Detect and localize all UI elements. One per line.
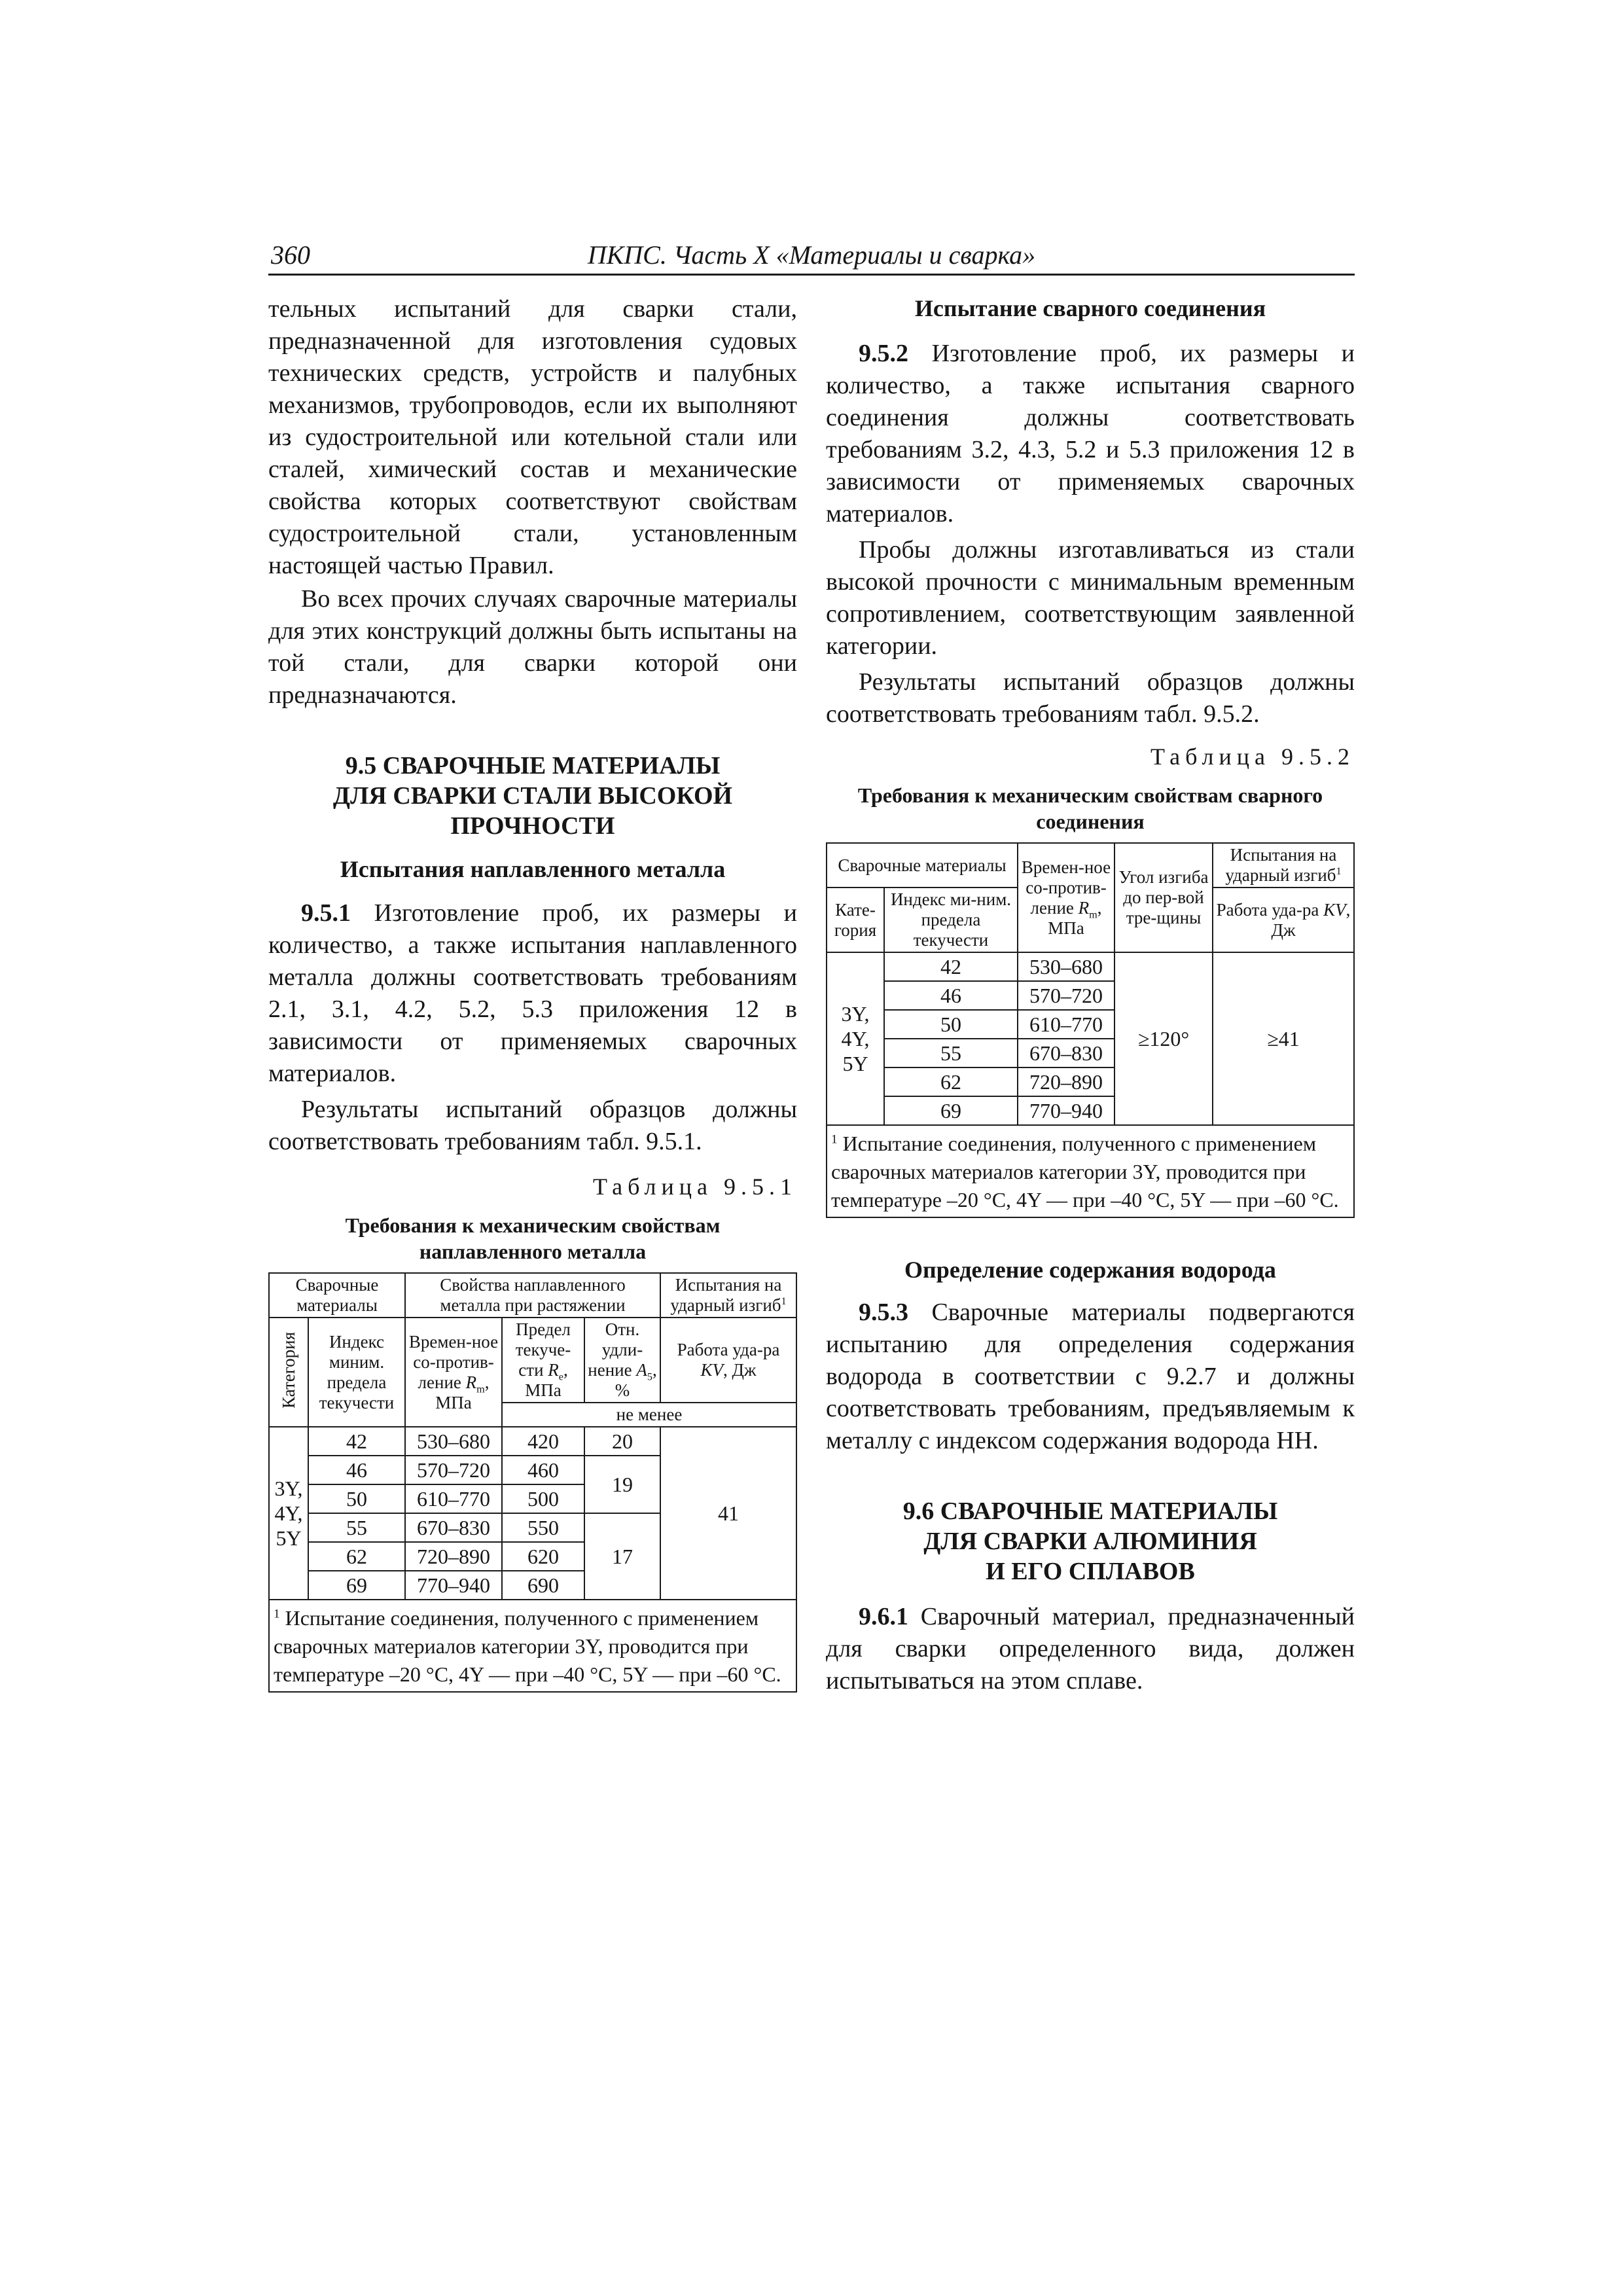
paragraph: тельных испытаний для сварки стали, предназначенной для изготовления судовых технических средств, устройств и палубных механизмов, трубопроводов, если их выполняют из судостроительной или котельной стали или сталей, химический состав и механические свойства которых соответствуют свойствам судостроительной стали, установленным настоящей частью Правил. xyxy=(268,295,797,579)
paragraph: 9.5.3 Сварочные материалы подвергаются испытанию для определения содержания водорода в соответствии с 9.2.7 и должны соответствовать требованиям, предъявляемым к металлу с индексом содержания водорода НН. xyxy=(826,1299,1355,1454)
header-cell: Предел текуче-сти $R_e$, МПа xyxy=(502,1318,584,1403)
table-cell: 46 xyxy=(884,981,1018,1010)
table-title: Требования к механическим свойствам сварного соединения xyxy=(857,783,1323,833)
table-cell: 610–770 xyxy=(405,1484,502,1513)
table-cell: 570–720 xyxy=(405,1456,502,1484)
right-column xyxy=(826,293,1355,1697)
table-cell: 62 xyxy=(884,1067,1018,1096)
header-cell: Кате-гория xyxy=(827,888,884,952)
page-header xyxy=(268,237,1355,276)
table-cell: 460 xyxy=(502,1456,584,1484)
table-cell: 20 xyxy=(584,1427,660,1456)
header-cell: Времен-ное со-против-ление $R_m$, МПа xyxy=(1018,843,1115,952)
left-column xyxy=(268,293,797,1693)
table-cell: 46 xyxy=(308,1456,405,1484)
paragraph: 9.5.2 Изготовление проб, их размеры и количество, а также испытания сварного соединения должны соответствовать требованиям 3.2, 4.3, 5.2 и 5.3 приложения 12 в зависимости от применяемых сварочных материалов. xyxy=(826,340,1355,528)
table-cell: 500 xyxy=(502,1484,584,1513)
header-cell: Отн. удли-нение $A_5$, % xyxy=(584,1318,660,1403)
category-cell: 3Y, 4Y, 5Y xyxy=(827,952,884,1125)
subsection-title: Определение содержания водорода xyxy=(904,1257,1276,1283)
header-cell: Сварочные материалы xyxy=(269,1273,405,1318)
table-label: Таблица 9.5.1 xyxy=(593,1174,797,1200)
header-cell: Индекс ми-ним. предела текучести xyxy=(884,888,1018,952)
table-cell: 550 xyxy=(502,1513,584,1542)
table-footnote: $^1$ Испытание соединения, полученного с применением сварочных материалов категории 3Y, проводится при температуре –20 °С, 4Y — при –40 °С, 5Y — при –60 °С. xyxy=(827,1125,1354,1217)
table-cell: 720–890 xyxy=(405,1542,502,1571)
table-cell: 69 xyxy=(884,1096,1018,1125)
paragraph: 9.6.1 Сварочный материал, предназначенный для сварки определенного вида, должен испытываться на этом сплаве. xyxy=(826,1603,1355,1695)
running-title: ПКПС. Часть X «Материалы и сварка» xyxy=(587,240,1036,270)
table-cell: 530–680 xyxy=(405,1427,502,1456)
table-cell: 42 xyxy=(884,952,1018,981)
table-cell: 770–940 xyxy=(1018,1096,1115,1125)
category-cell: 3Y, 4Y, 5Y xyxy=(269,1427,308,1600)
table-cell: ≥41 xyxy=(1213,952,1354,1125)
table-cell: 570–720 xyxy=(1018,981,1115,1010)
table-label: Таблица 9.5.2 xyxy=(1150,744,1355,770)
table-cell: 17 xyxy=(584,1513,660,1600)
table-cell: 690 xyxy=(502,1571,584,1600)
table-cell: 670–830 xyxy=(405,1513,502,1542)
header-cell: Испытания на ударный изгиб$^1$ xyxy=(1213,843,1354,888)
page-number: 360 xyxy=(271,240,310,270)
table-footnote: $^1$ Испытание соединения, полученного с применением сварочных материалов категории 3Y, проводится при температуре –20 °С, 4Y — при –40 °С, 5Y — при –60 °С. xyxy=(269,1600,796,1692)
table-cell: 55 xyxy=(884,1039,1018,1067)
table-cell: 530–680 xyxy=(1018,952,1115,981)
subsection-title: Испытания наплавленного металла xyxy=(340,856,726,882)
table-cell: 19 xyxy=(584,1456,660,1513)
header-cell: Сварочные материалы xyxy=(827,843,1018,888)
header-cell: Категория xyxy=(269,1318,308,1427)
header-cell: не менее xyxy=(502,1403,796,1427)
table-cell: ≥120° xyxy=(1115,952,1213,1125)
table-9-5-2 xyxy=(826,842,1355,1218)
table-cell: 420 xyxy=(502,1427,584,1456)
header-cell: Испытания на ударный изгиб$^1$ xyxy=(660,1273,796,1318)
paragraph: Результаты испытаний образцов должны соответствовать требованиям табл. 9.5.1. xyxy=(268,1096,797,1155)
table-cell: 770–940 xyxy=(405,1571,502,1600)
paragraph: Во всех прочих случаях сварочные материалы для этих конструкций должны быть испытаны на той стали, для сварки которой они предназначаются. xyxy=(268,585,797,709)
table-cell: 620 xyxy=(502,1542,584,1571)
table-title: Требования к механическим свойствам наплавленного металла xyxy=(345,1213,721,1263)
table-cell: 69 xyxy=(308,1571,405,1600)
table-cell: 62 xyxy=(308,1542,405,1571)
paragraph: Пробы должны изготавливаться из стали высокой прочности с минимальным временным сопротивлением, соответствующим заявленной категории. xyxy=(826,536,1355,660)
header-cell: Угол изгиба до пер-вой тре-щины xyxy=(1115,843,1213,952)
section-title: 9.6 СВАРОЧНЫЕ МАТЕРИАЛЫ ДЛЯ СВАРКИ АЛЮМИНИЯ И ЕГО СПЛАВОВ xyxy=(902,1498,1278,1585)
subsection-title: Испытание сварного соединения xyxy=(914,295,1266,321)
section-title: 9.5 СВАРОЧНЫЕ МАТЕРИАЛЫ ДЛЯ СВАРКИ СТАЛИ ВЫСОКОЙ ПРОЧНОСТИ xyxy=(332,752,733,840)
table-cell: 610–770 xyxy=(1018,1010,1115,1039)
table-cell: 50 xyxy=(308,1484,405,1513)
table-cell: 55 xyxy=(308,1513,405,1542)
paragraph: 9.5.1 Изготовление проб, их размеры и количество, а также испытания наплавленного металла должны соответствовать требованиям 2.1, 3.1, 4.2, 5.2, 5.3 приложения 12 в зависимости от применяемых сварочных материалов. xyxy=(268,899,797,1087)
table-cell: 50 xyxy=(884,1010,1018,1039)
table-cell: 720–890 xyxy=(1018,1067,1115,1096)
table-cell: 41 xyxy=(660,1427,796,1600)
header-cell: Индекс миним. предела текучести xyxy=(308,1318,405,1427)
header-cell: Свойства наплавленного металла при растяжении xyxy=(405,1273,660,1318)
header-cell: Работа уда-ра KV, Дж xyxy=(660,1318,796,1403)
header-cell: Работа уда-ра KV, Дж xyxy=(1213,888,1354,952)
header-cell: Времен-ное со-против-ление $R_m$, МПа xyxy=(405,1318,502,1427)
paragraph: Результаты испытаний образцов должны соответствовать требованиям табл. 9.5.2. xyxy=(826,668,1355,728)
table-cell: 42 xyxy=(308,1427,405,1456)
table-9-5-1 xyxy=(268,1272,797,1693)
table-cell: 670–830 xyxy=(1018,1039,1115,1067)
